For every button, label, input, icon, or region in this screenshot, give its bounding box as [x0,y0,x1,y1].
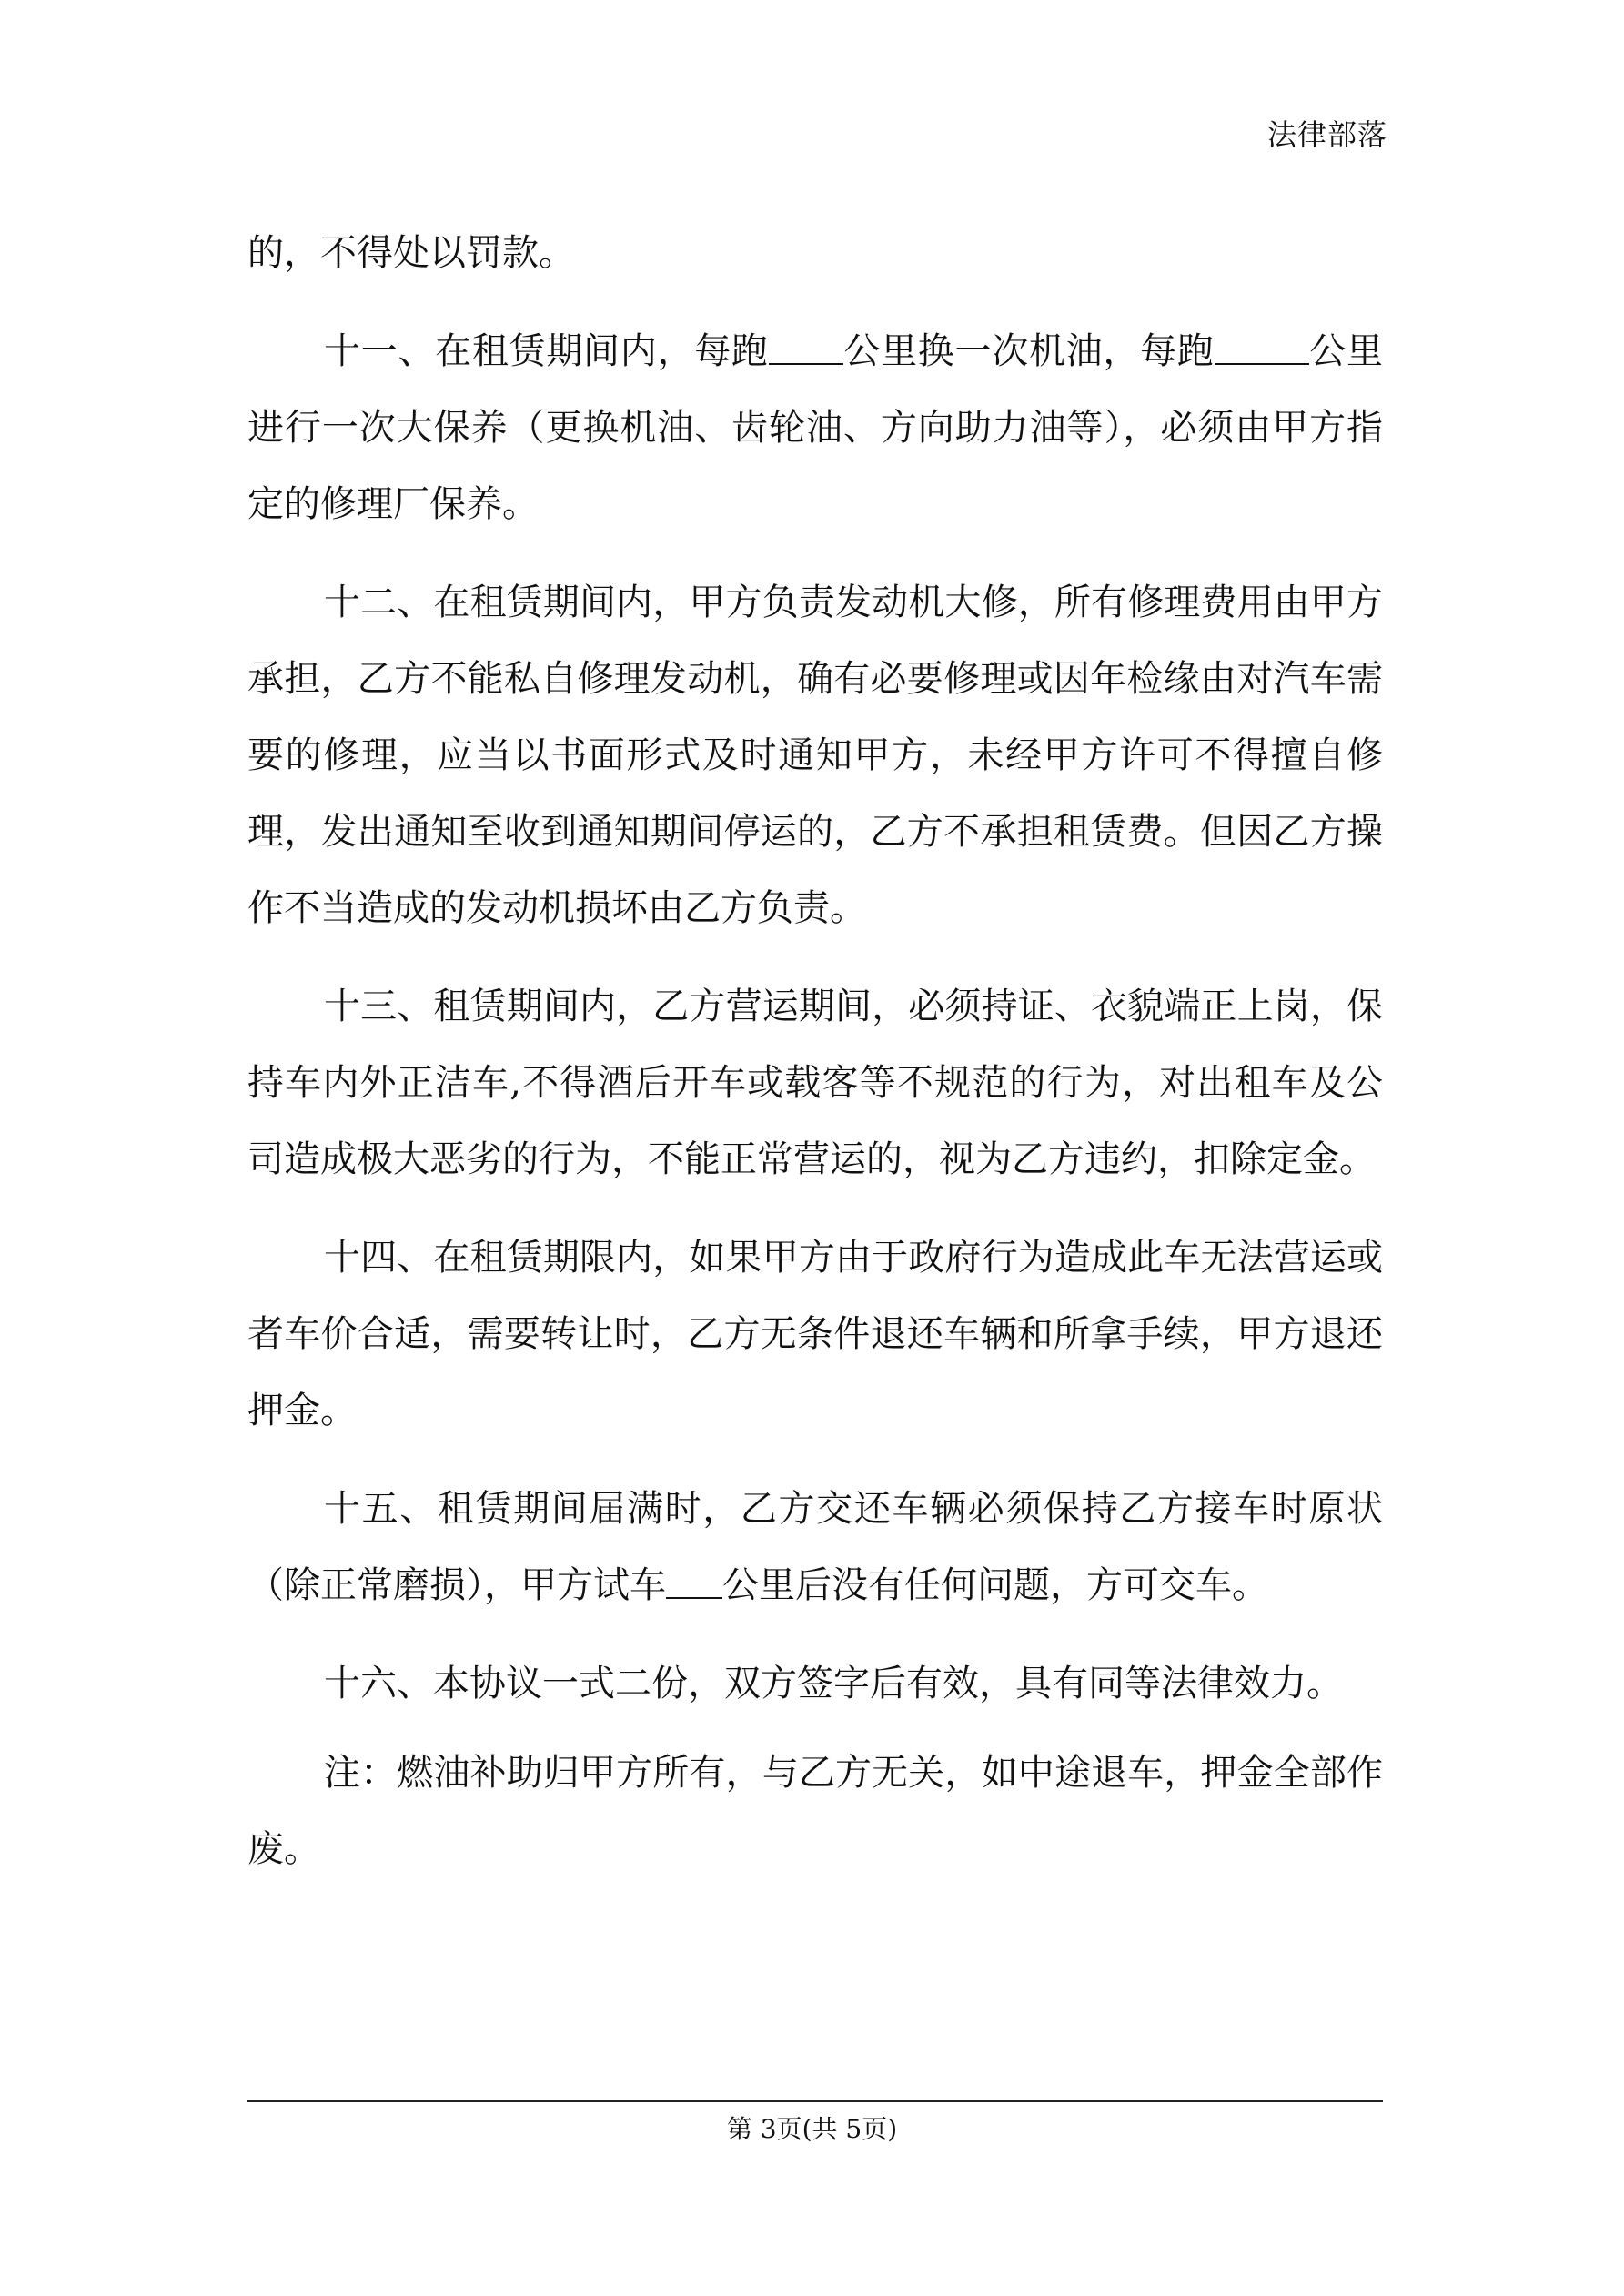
blank-field [1215,330,1309,365]
blank-field [769,330,843,365]
clause-15-part-b: 公里后没有任何问题，方可交车。 [722,1564,1268,1606]
clause-15-part-a: 十五、租赁期间届满时，乙方交还车辆必须保持乙方接车时原状（除正常磨损），甲方试车 [247,1488,1383,1606]
clause-15 [247,1471,1383,1623]
clause-16: 十六、本协议一式二份，双方签字后有效，具有同等法律效力。 [324,1663,1343,1704]
document-body [247,215,1383,1909]
clause-13: 十三、租赁期间内，乙方营运期间，必须持证、衣貌端正上岗，保持车内外正洁车,不得酒后开车或载客等不规范的行为，对出租车及公司造成极大恶劣的行为，不能正常营运的，视为乙方违约，扣除定金。 [247,986,1383,1180]
clause-11-part-c: 公里进行一次大保养（更换机油、齿轮油、方向助力油等），必须由甲方指定的修理厂保养。 [247,330,1384,525]
clause-14: 十四、在租赁期限内，如果甲方由于政府行为造成此车无法营运或者车价合适，需要转让时，乙方无条件退还车辆和所拿手续，甲方退还押金。 [247,1237,1383,1431]
note-paragraph: 注：燃油补助归甲方所有，与乙方无关，如中途退车，押金全部作废。 [247,1752,1383,1870]
clause-11-part-a: 十一、在租赁期间内，每跑 [324,330,769,372]
clause-11-part-b: 公里换一次机油，每跑 [842,330,1215,372]
clause-12: 十二、在租赁期间内，甲方负责发动机大修，所有修理费用由甲方承担，乙方不能私自修理发动机，确有必要修理或因年检缘由对汽车需要的修理，应当以书面形式及时通知甲方，未经甲方许可不得擅自修理，发出通知至收到通知期间停运的，乙方不承担租赁费。但因乙方操作不当造成的发动机损坏由乙方负责。 [247,582,1383,929]
header-source: 法律部落 [1266,117,1387,152]
blank-field [666,1564,722,1599]
page-number: 第 3页(共 5页) [726,2114,898,2144]
footer-divider [247,2100,1383,2102]
clause-11 [247,313,1383,542]
paragraph-continuation: 的，不得处以罚款。 [247,232,575,274]
